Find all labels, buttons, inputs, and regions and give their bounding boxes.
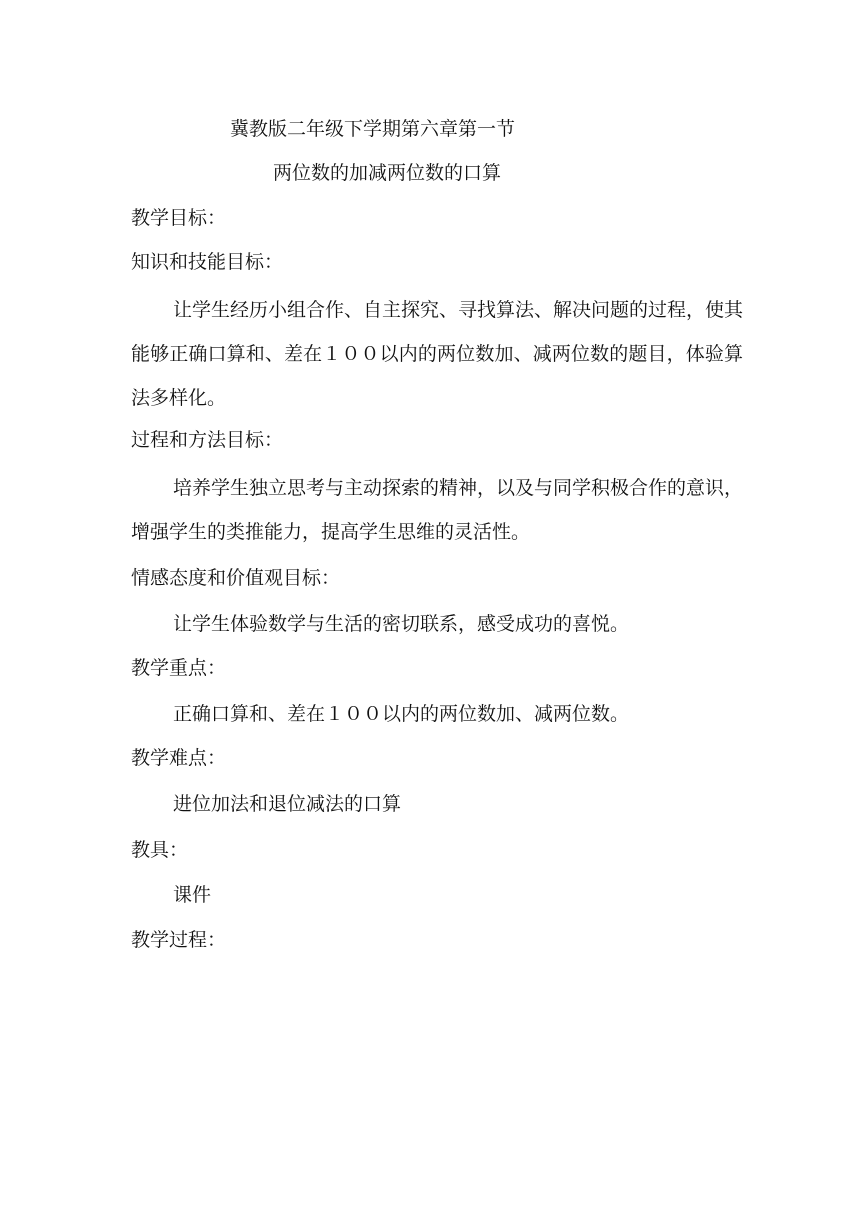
process-paragraph: 培养学生独立思考与主动探索的精神，以及与同学积极合作的意识，增强学生的类推能力，提高学生思维的灵活性。 xyxy=(131,477,744,543)
key-points-heading: 教学重点： xyxy=(131,657,227,679)
objectives-heading: 教学目标： xyxy=(131,207,227,229)
knowledge-heading: 知识和技能目标： xyxy=(131,251,284,273)
document-header: 冀教版二年级下学期第六章第一节 xyxy=(230,118,516,140)
difficulties-paragraph: 进位加法和退位减法的口算 xyxy=(173,793,402,815)
document-title: 两位数的加减两位数的口算 xyxy=(273,162,502,184)
key-points-paragraph: 正确口算和、差在１００以内的两位数加、减两位数。 xyxy=(173,703,630,725)
tools-paragraph: 课件 xyxy=(173,884,212,906)
difficulties-heading: 教学难点： xyxy=(131,747,227,769)
knowledge-paragraph: 让学生经历小组合作、自主探究、寻找算法、解决问题的过程，使其能够正确口算和、差在１００以内的两位数加、减两位数的题目，体验算法多样化。 xyxy=(131,299,744,409)
emotion-heading: 情感态度和价值观目标： xyxy=(131,567,341,589)
teaching-process-heading: 教学过程： xyxy=(131,929,227,951)
tools-heading: 教具： xyxy=(131,839,189,861)
process-heading: 过程和方法目标： xyxy=(131,429,284,451)
emotion-paragraph: 让学生体验数学与生活的密切联系，感受成功的喜悦。 xyxy=(173,613,630,635)
